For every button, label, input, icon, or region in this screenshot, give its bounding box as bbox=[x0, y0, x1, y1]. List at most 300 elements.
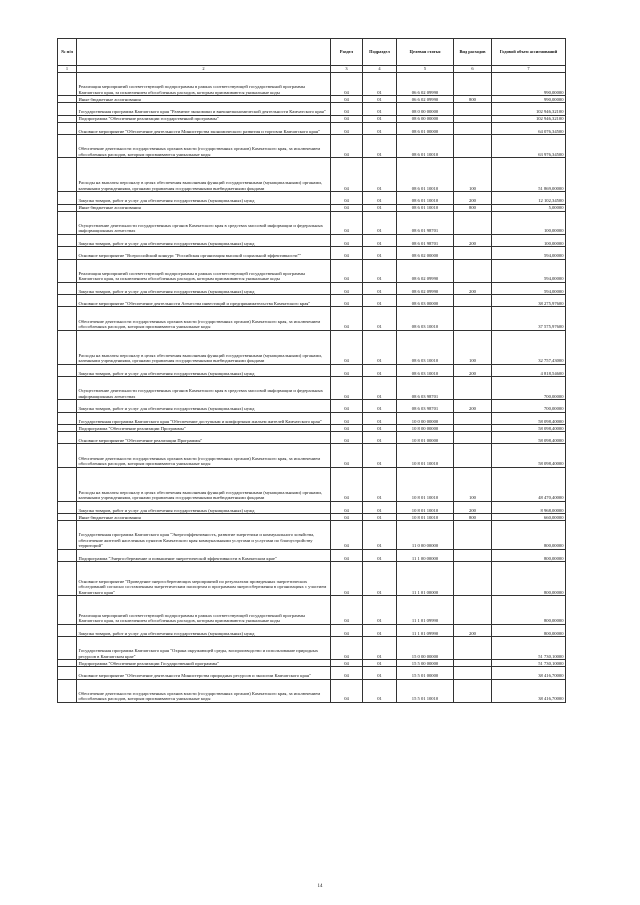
table-row bbox=[58, 282, 566, 294]
cell-num bbox=[58, 115, 77, 122]
cell-target-article: 08 6 03 10010 bbox=[397, 330, 454, 364]
cell-name: Основное мероприятие "Обеспечение деятельности Министерства экономического развития и торговли Камчатского края" bbox=[77, 122, 331, 134]
cell-target-article: 08 6 01 00000 bbox=[397, 122, 454, 134]
cell-target-article: 10 8 01 10010 bbox=[397, 467, 454, 501]
cell-amount: 800,00000 bbox=[492, 624, 566, 636]
cell-razdel: 04 bbox=[331, 122, 363, 134]
cell-podrazdel: 01 bbox=[363, 561, 397, 595]
cell-amount: 32 757,43000 bbox=[492, 330, 566, 364]
cell-podrazdel: 01 bbox=[363, 521, 397, 550]
cell-num bbox=[58, 425, 77, 432]
cell-name: Реализация мероприятий соответствующей подпрограммы в рамках соответствующей государственной программы Камчатского края, за исключением обособленных расходов, которым присваиваются уникальные коды bbox=[77, 73, 331, 96]
cell-razdel: 04 bbox=[331, 259, 363, 282]
header-razdel: Раздел bbox=[331, 39, 363, 66]
cell-amount: 58 098,40000 bbox=[492, 432, 566, 444]
cell-expense-type: 800 bbox=[454, 514, 492, 521]
cell-podrazdel: 01 bbox=[363, 307, 397, 330]
cell-podrazdel: 01 bbox=[363, 467, 397, 501]
cell-amount: 58 098,40000 bbox=[492, 425, 566, 432]
table-row bbox=[58, 660, 566, 667]
table-row bbox=[58, 115, 566, 122]
cell-razdel: 04 bbox=[331, 282, 363, 294]
cell-name: Подпрограмма "Обеспечение реализации Государственной программы" bbox=[77, 660, 331, 667]
cell-num bbox=[58, 282, 77, 294]
cell-amount: 100,00000 bbox=[492, 234, 566, 246]
cell-target-article: 08 6 02 00000 bbox=[397, 247, 454, 259]
cell-amount: 37 575,97600 bbox=[492, 307, 566, 330]
cell-razdel: 04 bbox=[331, 624, 363, 636]
cell-amount: 58 098,40000 bbox=[492, 412, 566, 424]
cell-razdel: 04 bbox=[331, 636, 363, 659]
cell-razdel: 04 bbox=[331, 115, 363, 122]
cell-expense-type bbox=[454, 595, 492, 624]
cell-num bbox=[58, 204, 77, 211]
table-row bbox=[58, 364, 566, 376]
cell-target-article: 15 5 01 10010 bbox=[397, 679, 454, 702]
cell-razdel: 04 bbox=[331, 307, 363, 330]
cell-num bbox=[58, 561, 77, 595]
cell-expense-type bbox=[454, 667, 492, 679]
cell-name: Закупка товаров, работ и услуг для обеспечения государственных (муниципальных) нужд bbox=[77, 624, 331, 636]
cell-target-article: 10 8 01 00000 bbox=[397, 432, 454, 444]
table-row bbox=[58, 400, 566, 412]
cell-podrazdel: 01 bbox=[363, 122, 397, 134]
cell-podrazdel: 01 bbox=[363, 514, 397, 521]
cell-num bbox=[58, 521, 77, 550]
cell-target-article: 08 6 03 98701 bbox=[397, 377, 454, 400]
cell-num bbox=[58, 73, 77, 96]
cell-name: Иные бюджетные ассигнования bbox=[77, 96, 331, 103]
cell-expense-type bbox=[454, 295, 492, 307]
cell-num bbox=[58, 667, 77, 679]
cell-razdel: 04 bbox=[331, 412, 363, 424]
cell-razdel: 04 bbox=[331, 158, 363, 192]
cell-target-article: 15 5 01 00000 bbox=[397, 667, 454, 679]
cell-amount: 594,00000 bbox=[492, 247, 566, 259]
cell-expense-type bbox=[454, 425, 492, 432]
cell-name: Закупка товаров, работ и услуг для обеспечения государственных (муниципальных) нужд bbox=[77, 400, 331, 412]
table-row bbox=[58, 636, 566, 659]
header-target-article: Целевая статья bbox=[397, 39, 454, 66]
cell-num bbox=[58, 377, 77, 400]
table-row bbox=[58, 377, 566, 400]
cell-target-article: 08 6 03 00000 bbox=[397, 295, 454, 307]
table-row bbox=[58, 192, 566, 204]
cell-name: Государственная программа Камчатского края "Охрана окружающей среды, воспроизводство и использование природных ресурсов в Камчатском крае" bbox=[77, 636, 331, 659]
cell-expense-type: 800 bbox=[454, 204, 492, 211]
table-row bbox=[58, 595, 566, 624]
cell-razdel: 04 bbox=[331, 234, 363, 246]
cell-razdel: 04 bbox=[331, 549, 363, 561]
cell-amount: 48 470,40000 bbox=[492, 467, 566, 501]
cell-amount: 700,00000 bbox=[492, 400, 566, 412]
cell-podrazdel: 01 bbox=[363, 115, 397, 122]
cell-podrazdel: 01 bbox=[363, 364, 397, 376]
cell-target-article: 08 6 02 09990 bbox=[397, 282, 454, 294]
cell-amount: 660,00000 bbox=[492, 514, 566, 521]
colnum-7: 7 bbox=[492, 66, 566, 73]
cell-target-article: 06 6 02 09990 bbox=[397, 73, 454, 96]
cell-num bbox=[58, 295, 77, 307]
cell-razdel: 04 bbox=[331, 521, 363, 550]
cell-num bbox=[58, 364, 77, 376]
cell-amount: 990,00000 bbox=[492, 96, 566, 103]
cell-podrazdel: 01 bbox=[363, 234, 397, 246]
cell-amount: 800,00000 bbox=[492, 595, 566, 624]
cell-amount: 102 946,32100 bbox=[492, 115, 566, 122]
table-body bbox=[58, 73, 566, 703]
table-row bbox=[58, 624, 566, 636]
cell-podrazdel: 01 bbox=[363, 282, 397, 294]
cell-amount: 102 946,32100 bbox=[492, 103, 566, 115]
cell-expense-type: 200 bbox=[454, 364, 492, 376]
cell-expense-type bbox=[454, 521, 492, 550]
cell-expense-type bbox=[454, 549, 492, 561]
cell-name: Осуществление деятельности государственных органов Камчатского края в средствах массовой информации и федеральных информационных агентствах bbox=[77, 377, 331, 400]
cell-num bbox=[58, 330, 77, 364]
cell-expense-type: 200 bbox=[454, 234, 492, 246]
cell-target-article: 08 6 03 10010 bbox=[397, 364, 454, 376]
budget-table-sheet bbox=[57, 38, 565, 703]
cell-name: Реализация мероприятий соответствующей подпрограммы в рамках соответствующей государственной программы Камчатского края, за исключением обособленных расходов, которым присваиваются уникальные коды bbox=[77, 595, 331, 624]
cell-razdel: 04 bbox=[331, 73, 363, 96]
cell-expense-type bbox=[454, 134, 492, 157]
page-number: 14 bbox=[317, 884, 323, 889]
cell-name: Обеспечение деятельности государственных органов власти (государственных органов) Камчатского края, за исключением обособленных расходов, которым присваиваются уникальные коды bbox=[77, 307, 331, 330]
cell-expense-type: 200 bbox=[454, 501, 492, 513]
cell-razdel: 04 bbox=[331, 211, 363, 234]
table-row bbox=[58, 307, 566, 330]
cell-num bbox=[58, 444, 77, 467]
cell-num bbox=[58, 624, 77, 636]
cell-razdel: 04 bbox=[331, 425, 363, 432]
cell-expense-type bbox=[454, 122, 492, 134]
cell-podrazdel: 01 bbox=[363, 73, 397, 96]
cell-amount: 63 976,34500 bbox=[492, 134, 566, 157]
cell-podrazdel: 01 bbox=[363, 96, 397, 103]
cell-razdel: 04 bbox=[331, 501, 363, 513]
cell-amount: 51 730,10000 bbox=[492, 636, 566, 659]
table-row bbox=[58, 561, 566, 595]
cell-name: Основное мероприятие "Обеспечение деятельности Министерства природных ресурсов и экологии Камчатского края" bbox=[77, 667, 331, 679]
cell-expense-type: 200 bbox=[454, 400, 492, 412]
cell-name: Обеспечение деятельности государственных органов власти (государственных органов) Камчатского края, за исключением обособленных расходов, которым присваиваются уникальные коды bbox=[77, 444, 331, 467]
cell-target-article: 11 1 00 00000 bbox=[397, 549, 454, 561]
header-name bbox=[77, 39, 331, 66]
cell-amount: 38 416,70000 bbox=[492, 667, 566, 679]
cell-num bbox=[58, 192, 77, 204]
cell-num bbox=[58, 514, 77, 521]
cell-target-article: 06 6 02 09990 bbox=[397, 96, 454, 103]
cell-target-article: 11 1 01 09990 bbox=[397, 595, 454, 624]
cell-podrazdel: 01 bbox=[363, 425, 397, 432]
cell-podrazdel: 01 bbox=[363, 192, 397, 204]
cell-razdel: 04 bbox=[331, 467, 363, 501]
cell-razdel: 04 bbox=[331, 364, 363, 376]
table-row bbox=[58, 234, 566, 246]
cell-expense-type bbox=[454, 561, 492, 595]
cell-razdel: 04 bbox=[331, 134, 363, 157]
cell-name: Закупка товаров, работ и услуг для обеспечения государственных (муниципальных) нужд bbox=[77, 282, 331, 294]
cell-podrazdel: 01 bbox=[363, 501, 397, 513]
cell-amount: 38 416,70000 bbox=[492, 679, 566, 702]
cell-razdel: 04 bbox=[331, 377, 363, 400]
cell-target-article: 08 6 02 09990 bbox=[397, 259, 454, 282]
cell-name: Подпрограмма "Обеспечение реализации государственной программы" bbox=[77, 115, 331, 122]
cell-expense-type bbox=[454, 115, 492, 122]
cell-name: Осуществление деятельности государственных органов Камчатского края в средствах массовой информации и федеральных информационных агентствах bbox=[77, 211, 331, 234]
cell-num bbox=[58, 96, 77, 103]
cell-razdel: 04 bbox=[331, 204, 363, 211]
cell-amount: 51 869,00000 bbox=[492, 158, 566, 192]
cell-target-article: 08 0 00 00000 bbox=[397, 103, 454, 115]
cell-num bbox=[58, 636, 77, 659]
table-row bbox=[58, 73, 566, 96]
cell-name: Закупка товаров, работ и услуг для обеспечения государственных (муниципальных) нужд bbox=[77, 234, 331, 246]
cell-num bbox=[58, 595, 77, 624]
cell-num bbox=[58, 549, 77, 561]
cell-target-article: 15 0 00 00000 bbox=[397, 636, 454, 659]
cell-podrazdel: 01 bbox=[363, 549, 397, 561]
cell-podrazdel: 01 bbox=[363, 412, 397, 424]
cell-podrazdel: 01 bbox=[363, 679, 397, 702]
cell-name: Подпрограмма "Обеспечение реализации Программы" bbox=[77, 425, 331, 432]
cell-razdel: 04 bbox=[331, 192, 363, 204]
cell-name: Закупка товаров, работ и услуг для обеспечения государственных (муниципальных) нужд bbox=[77, 192, 331, 204]
cell-podrazdel: 01 bbox=[363, 624, 397, 636]
colnum-6: 6 bbox=[454, 66, 492, 73]
cell-name: Обеспечение деятельности государственных органов власти (государственных органов) Камчатского края, за исключением обособленных расходов, которым присваиваются уникальные коды bbox=[77, 679, 331, 702]
cell-target-article: 10 8 01 10010 bbox=[397, 444, 454, 467]
cell-target-article: 08 6 01 98701 bbox=[397, 234, 454, 246]
cell-target-article: 08 6 01 10010 bbox=[397, 158, 454, 192]
cell-name: Закупка товаров, работ и услуг для обеспечения государственных (муниципальных) нужд bbox=[77, 501, 331, 513]
cell-amount: 990,00000 bbox=[492, 73, 566, 96]
colnum-1: 1 bbox=[58, 66, 77, 73]
cell-target-article: 08 6 03 10010 bbox=[397, 307, 454, 330]
table-row bbox=[58, 501, 566, 513]
cell-expense-type: 100 bbox=[454, 467, 492, 501]
colnum-5: 5 bbox=[397, 66, 454, 73]
header-podrazdel: Подраздел bbox=[363, 39, 397, 66]
cell-expense-type: 200 bbox=[454, 624, 492, 636]
cell-target-article: 08 6 01 98701 bbox=[397, 211, 454, 234]
cell-num bbox=[58, 467, 77, 501]
table-row bbox=[58, 412, 566, 424]
cell-target-article: 10 8 01 10010 bbox=[397, 514, 454, 521]
cell-name: Обеспечение деятельности государственных органов власти (государственных органов) Камчатского края, за исключением обособленных расходов, которым присваиваются уникальные коды bbox=[77, 134, 331, 157]
cell-razdel: 04 bbox=[331, 400, 363, 412]
cell-target-article: 08 6 01 10010 bbox=[397, 192, 454, 204]
cell-razdel: 04 bbox=[331, 247, 363, 259]
cell-name: Основное мероприятие "Обеспечение деятельности Агентства инвестиций и предпринимательства Камчатского края" bbox=[77, 295, 331, 307]
cell-expense-type bbox=[454, 412, 492, 424]
table-row bbox=[58, 549, 566, 561]
cell-num bbox=[58, 122, 77, 134]
table-row bbox=[58, 295, 566, 307]
cell-razdel: 04 bbox=[331, 444, 363, 467]
header-expense-type: Вид расходов bbox=[454, 39, 492, 66]
cell-razdel: 04 bbox=[331, 660, 363, 667]
cell-name: Основное мероприятие "Обеспечение реализации Программы" bbox=[77, 432, 331, 444]
cell-num bbox=[58, 412, 77, 424]
table-row bbox=[58, 514, 566, 521]
cell-expense-type bbox=[454, 432, 492, 444]
cell-amount: 800,00000 bbox=[492, 561, 566, 595]
cell-razdel: 04 bbox=[331, 679, 363, 702]
cell-target-article: 08 6 00 00000 bbox=[397, 115, 454, 122]
table-row bbox=[58, 158, 566, 192]
cell-expense-type: 100 bbox=[454, 330, 492, 364]
cell-target-article: 08 6 03 98701 bbox=[397, 400, 454, 412]
cell-num bbox=[58, 134, 77, 157]
cell-expense-type bbox=[454, 636, 492, 659]
cell-num bbox=[58, 432, 77, 444]
cell-target-article: 08 6 01 10010 bbox=[397, 204, 454, 211]
cell-name: Подпрограмма "Энергосбережение и повышение энергетической эффективности в Камчатском крае" bbox=[77, 549, 331, 561]
cell-expense-type bbox=[454, 377, 492, 400]
cell-podrazdel: 01 bbox=[363, 330, 397, 364]
cell-name: Государственная программа Камчатского края "Обеспечение доступным и комфортным жильем жителей Камчатского края" bbox=[77, 412, 331, 424]
cell-expense-type bbox=[454, 247, 492, 259]
cell-expense-type bbox=[454, 259, 492, 282]
cell-podrazdel: 01 bbox=[363, 204, 397, 211]
table-row bbox=[58, 330, 566, 364]
cell-expense-type: 200 bbox=[454, 192, 492, 204]
cell-num bbox=[58, 234, 77, 246]
cell-expense-type: 800 bbox=[454, 96, 492, 103]
header-num: № п/п bbox=[58, 39, 77, 66]
cell-target-article: 08 6 01 10010 bbox=[397, 134, 454, 157]
table-row bbox=[58, 134, 566, 157]
cell-target-article: 11 0 00 00000 bbox=[397, 521, 454, 550]
cell-num bbox=[58, 158, 77, 192]
cell-podrazdel: 01 bbox=[363, 444, 397, 467]
cell-amount: 800,00000 bbox=[492, 549, 566, 561]
table-row bbox=[58, 211, 566, 234]
cell-amount: 51 730,10000 bbox=[492, 660, 566, 667]
cell-podrazdel: 01 bbox=[363, 432, 397, 444]
table-row bbox=[58, 122, 566, 134]
table-row bbox=[58, 467, 566, 501]
cell-num bbox=[58, 679, 77, 702]
cell-amount: 58 098,40000 bbox=[492, 444, 566, 467]
cell-amount: 4 818,54600 bbox=[492, 364, 566, 376]
cell-razdel: 04 bbox=[331, 667, 363, 679]
cell-num bbox=[58, 211, 77, 234]
cell-name: Государственная программа Камчатского края "Развитие экономики и внешнеэкономической деятельности Камчатского края" bbox=[77, 103, 331, 115]
cell-name: Расходы на выплаты персоналу в целях обеспечения выполнения функций государственными (муниципальными) органами, казенными учреждениями, органами управления государственными внебюджетными фондами bbox=[77, 330, 331, 364]
table-row bbox=[58, 247, 566, 259]
cell-amount: 800,00000 bbox=[492, 521, 566, 550]
table-row bbox=[58, 679, 566, 702]
cell-name: Основное мероприятие "Всероссийский конкурс "Российская организация высокой социальной эффективности"" bbox=[77, 247, 331, 259]
cell-target-article: 15 5 00 00000 bbox=[397, 660, 454, 667]
table-row bbox=[58, 103, 566, 115]
cell-num bbox=[58, 103, 77, 115]
cell-target-article: 11 1 01 00000 bbox=[397, 561, 454, 595]
colnum-2: 2 bbox=[77, 66, 331, 73]
cell-expense-type bbox=[454, 307, 492, 330]
cell-podrazdel: 01 bbox=[363, 400, 397, 412]
cell-num bbox=[58, 660, 77, 667]
cell-podrazdel: 01 bbox=[363, 295, 397, 307]
cell-podrazdel: 01 bbox=[363, 211, 397, 234]
cell-podrazdel: 01 bbox=[363, 595, 397, 624]
cell-name: Расходы на выплаты персоналу в целях обеспечения выполнения функций государственными (муниципальными) органами, казенными учреждениями, органами управления государственными внебюджетными фондами bbox=[77, 158, 331, 192]
cell-name: Государственная программа Камчатского края "Энергоэффективность, развитие энергетики и коммунального хозяйства, обеспечение жителей населенных пунктов Камчатского края коммунальными услугами и услугами по благоустройству территорий" bbox=[77, 521, 331, 550]
cell-podrazdel: 01 bbox=[363, 103, 397, 115]
cell-num bbox=[58, 501, 77, 513]
cell-name: Иные бюджетные ассигнования bbox=[77, 514, 331, 521]
cell-razdel: 04 bbox=[331, 561, 363, 595]
cell-expense-type: 200 bbox=[454, 282, 492, 294]
budget-table bbox=[57, 38, 566, 703]
cell-podrazdel: 01 bbox=[363, 259, 397, 282]
cell-amount: 12 102,34500 bbox=[492, 192, 566, 204]
cell-razdel: 04 bbox=[331, 295, 363, 307]
cell-num bbox=[58, 247, 77, 259]
table-row bbox=[58, 432, 566, 444]
cell-expense-type bbox=[454, 679, 492, 702]
cell-expense-type: 100 bbox=[454, 158, 492, 192]
cell-target-article: 10 0 00 00000 bbox=[397, 412, 454, 424]
cell-name: Расходы на выплаты персоналу в целях обеспечения выполнения функций государственными (муниципальными) органами, казенными учреждениями, органами управления государственными внебюджетными фондами bbox=[77, 467, 331, 501]
cell-razdel: 04 bbox=[331, 514, 363, 521]
cell-amount: 594,00000 bbox=[492, 282, 566, 294]
table-row bbox=[58, 444, 566, 467]
cell-amount: 100,00000 bbox=[492, 211, 566, 234]
colnum-3: 3 bbox=[331, 66, 363, 73]
cell-razdel: 04 bbox=[331, 595, 363, 624]
cell-amount: 700,00000 bbox=[492, 377, 566, 400]
cell-target-article: 11 1 01 09990 bbox=[397, 624, 454, 636]
cell-podrazdel: 01 bbox=[363, 247, 397, 259]
cell-expense-type bbox=[454, 444, 492, 467]
cell-name: Иные бюджетные ассигнования bbox=[77, 204, 331, 211]
cell-amount: 594,00000 bbox=[492, 259, 566, 282]
cell-name: Закупка товаров, работ и услуг для обеспечения государственных (муниципальных) нужд bbox=[77, 364, 331, 376]
cell-podrazdel: 01 bbox=[363, 636, 397, 659]
table-row bbox=[58, 96, 566, 103]
cell-podrazdel: 01 bbox=[363, 667, 397, 679]
cell-razdel: 04 bbox=[331, 103, 363, 115]
cell-razdel: 04 bbox=[331, 330, 363, 364]
table-row bbox=[58, 521, 566, 550]
cell-expense-type bbox=[454, 103, 492, 115]
cell-razdel: 04 bbox=[331, 432, 363, 444]
cell-target-article: 10 8 00 00000 bbox=[397, 425, 454, 432]
colnum-4: 4 bbox=[363, 66, 397, 73]
cell-num bbox=[58, 400, 77, 412]
table-row bbox=[58, 425, 566, 432]
cell-num bbox=[58, 259, 77, 282]
cell-expense-type bbox=[454, 660, 492, 667]
table-row bbox=[58, 204, 566, 211]
cell-expense-type bbox=[454, 211, 492, 234]
cell-name: Реализация мероприятий соответствующей подпрограммы в рамках соответствующей государственной программы Камчатского края, за исключением обособленных расходов, которым присваиваются уникальные коды bbox=[77, 259, 331, 282]
cell-num bbox=[58, 307, 77, 330]
cell-amount: 5,00000 bbox=[492, 204, 566, 211]
cell-target-article: 10 8 01 10010 bbox=[397, 501, 454, 513]
cell-podrazdel: 01 bbox=[363, 377, 397, 400]
cell-podrazdel: 01 bbox=[363, 660, 397, 667]
table-row bbox=[58, 667, 566, 679]
cell-amount: 64 076,34500 bbox=[492, 122, 566, 134]
cell-amount: 38 275,97600 bbox=[492, 295, 566, 307]
header-annual-amount: Годовой объем ассигнований bbox=[492, 39, 566, 66]
cell-podrazdel: 01 bbox=[363, 134, 397, 157]
